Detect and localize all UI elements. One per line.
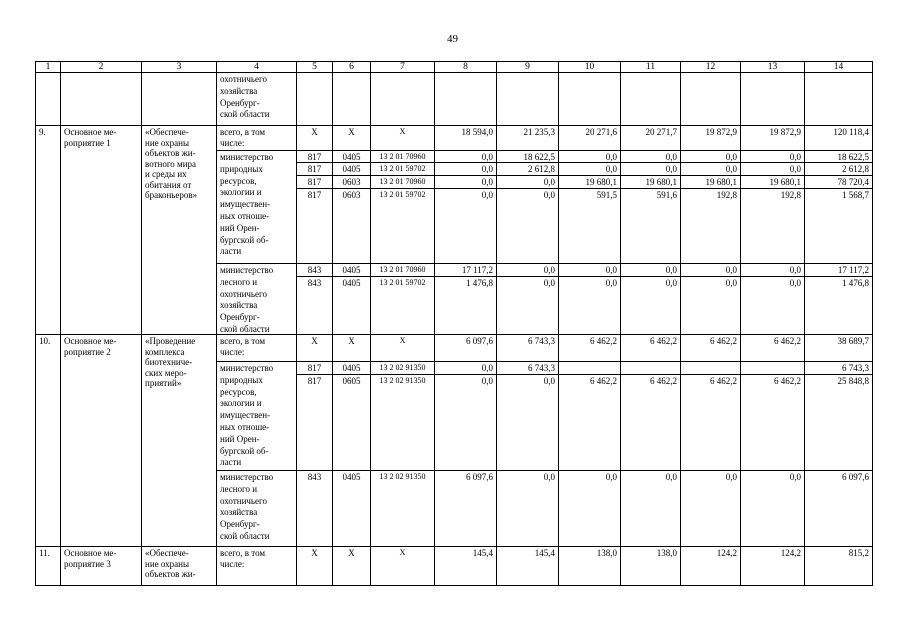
row9-line-a2-value-col13: 19 680,1 bbox=[740, 175, 805, 189]
row9-line-b0-section-code: 0405 bbox=[332, 263, 371, 277]
row9-line-a1-value-col13: 0,0 bbox=[740, 162, 805, 176]
row10-line-a0-section-code: 0405 bbox=[332, 361, 371, 375]
row10-line-b0-value-col8: 6 097,6 bbox=[434, 470, 497, 547]
continuation-empty-cell bbox=[740, 72, 805, 126]
row10-line-b0-value-col9: 0,0 bbox=[496, 470, 559, 547]
row9-line-a0-ministry-code: 817 bbox=[296, 150, 333, 163]
row10-line-a0-value-col10 bbox=[558, 361, 621, 375]
column-header-4: 4 bbox=[216, 61, 297, 73]
continuation-empty-cell bbox=[620, 72, 681, 126]
row9-line-a0-section-code: 0405 bbox=[332, 150, 371, 163]
row9-line-b1-value-col9: 0,0 bbox=[496, 276, 559, 335]
row9-line-a0-target-code: 13 2 01 70960 bbox=[370, 150, 435, 163]
row10-line-b0-ministry-code: 843 bbox=[296, 470, 333, 547]
row9-total-value-col13: 19 872,9 bbox=[740, 125, 805, 151]
row10-line-a0-value-col9: 6 743,3 bbox=[496, 361, 559, 375]
continuation-empty-cell bbox=[434, 72, 497, 126]
row10-line-b0-value-col12: 0,0 bbox=[680, 470, 741, 547]
row10-line-a1-value-col14: 25 848,8 bbox=[804, 374, 873, 471]
row11-total-label: всего, в том числе: bbox=[216, 546, 297, 586]
row10-line-a1-ministry-code: 817 bbox=[296, 374, 333, 471]
row10-line-b0-value-col14: 6 097,6 bbox=[804, 470, 873, 547]
row10-total-value-col8: 6 097,6 bbox=[434, 334, 497, 362]
row10-line-a1-value-col12: 6 462,2 bbox=[680, 374, 741, 471]
row10-total-value-col12: 6 462,2 bbox=[680, 334, 741, 362]
row9-line-a3-section-code: 0603 bbox=[332, 188, 371, 264]
row9-line-b0-target-code: 13 2 01 70960 bbox=[370, 263, 435, 277]
row10-total-section-code: Х bbox=[332, 334, 371, 362]
column-header-3: 3 bbox=[141, 61, 217, 73]
row9-line-b0-value-col9: 0,0 bbox=[496, 263, 559, 277]
row11-total-value-col8: 145,4 bbox=[434, 546, 497, 586]
row9-line-b1-value-col8: 1 476,8 bbox=[434, 276, 497, 335]
column-header-7: 7 bbox=[370, 61, 435, 73]
row11-total-value-col11: 138,0 bbox=[620, 546, 681, 586]
row9-line-a1-value-col12: 0,0 bbox=[680, 162, 741, 176]
row11-total-value-col9: 145,4 bbox=[496, 546, 559, 586]
row9-line-b0-value-col14: 17 117,2 bbox=[804, 263, 873, 277]
row9-line-a3-ministry-code: 817 bbox=[296, 188, 333, 264]
row10-line-b0-target-code: 13 2 02 91350 bbox=[370, 470, 435, 547]
row9-total-target-code: Х bbox=[370, 125, 435, 151]
row10-line-a1-value-col11: 6 462,2 bbox=[620, 374, 681, 471]
column-header-13: 13 bbox=[740, 61, 805, 73]
row9-line-a3-value-col14: 1 568,7 bbox=[804, 188, 873, 264]
row9-total-value-col9: 21 235,3 bbox=[496, 125, 559, 151]
row9-line-b1-ministry-code: 843 bbox=[296, 276, 333, 335]
row9-line-b1-section-code: 0405 bbox=[332, 276, 371, 335]
row10-line-a0-ministry-code: 817 bbox=[296, 361, 333, 375]
row9-line-a2-value-col12: 19 680,1 bbox=[680, 175, 741, 189]
column-header-2: 2 bbox=[60, 61, 142, 73]
row9-line-b1-value-col14: 1 476,8 bbox=[804, 276, 873, 335]
column-header-5: 5 bbox=[296, 61, 333, 73]
row9-line-a2-section-code: 0603 bbox=[332, 175, 371, 189]
row9-line-a1-value-col9: 2 612,8 bbox=[496, 162, 559, 176]
column-header-8: 8 bbox=[434, 61, 497, 73]
row9-line-a3-value-col8: 0,0 bbox=[434, 188, 497, 264]
row11-total-section-code: Х bbox=[332, 546, 371, 586]
row9-line-a2-value-col8: 0,0 bbox=[434, 175, 497, 189]
row9-line-a3-value-col9: 0,0 bbox=[496, 188, 559, 264]
row9-line-b0-value-col8: 17 117,2 bbox=[434, 263, 497, 277]
row10-line-a0-value-col12 bbox=[680, 361, 741, 375]
row9-line-a2-target-code: 13 2 01 70960 bbox=[370, 175, 435, 189]
row11-total-ministry-code: Х bbox=[296, 546, 333, 586]
column-header-14: 14 bbox=[804, 61, 873, 73]
row9-line-b1-target-code: 13 2 01 59702 bbox=[370, 276, 435, 335]
row10-total-ministry-code: Х bbox=[296, 334, 333, 362]
row10-total-value-col11: 6 462,2 bbox=[620, 334, 681, 362]
row11-total-target-code: Х bbox=[370, 546, 435, 586]
column-header-10: 10 bbox=[558, 61, 621, 73]
row10-line-a1-value-col13: 6 462,2 bbox=[740, 374, 805, 471]
row11-total-value-col14: 815,2 bbox=[804, 546, 873, 586]
row10-total-target-code: Х bbox=[370, 334, 435, 362]
row10-total-value-col10: 6 462,2 bbox=[558, 334, 621, 362]
column-header-12: 12 bbox=[680, 61, 741, 73]
continuation-executor-cell: охотничьего хозяйства Оренбург- ской области bbox=[216, 72, 297, 126]
row11-total-value-col13: 124,2 bbox=[740, 546, 805, 586]
row11-total-value-col12: 124,2 bbox=[680, 546, 741, 586]
row10-line-a1-value-col9: 0,0 bbox=[496, 374, 559, 471]
row9-line-a3-target-code: 13 2 01 59702 bbox=[370, 188, 435, 264]
row9-line-a1-ministry-code: 817 bbox=[296, 162, 333, 176]
row9-line-a1-value-col11: 0,0 bbox=[620, 162, 681, 176]
row9-line-a1-value-col14: 2 612,8 bbox=[804, 162, 873, 176]
row10-number: 10. bbox=[35, 334, 61, 547]
row9-line-a1-value-col10: 0,0 bbox=[558, 162, 621, 176]
row9-line-a3-value-col10: 591,5 bbox=[558, 188, 621, 264]
row10-total-label: всего, в том числе: bbox=[216, 334, 297, 362]
continuation-empty-cell bbox=[680, 72, 741, 126]
row9-line-b0-value-col11: 0,0 bbox=[620, 263, 681, 277]
continuation-empty-cell bbox=[60, 72, 142, 126]
row9-line-a0-value-col8: 0,0 bbox=[434, 150, 497, 163]
continuation-empty-cell bbox=[332, 72, 371, 126]
row9-line-b0-value-col13: 0,0 bbox=[740, 263, 805, 277]
column-header-1: 1 bbox=[35, 61, 61, 73]
row9-line-a0-value-col12: 0,0 bbox=[680, 150, 741, 163]
row10-total-value-col13: 6 462,2 bbox=[740, 334, 805, 362]
row9-line-a2-ministry-code: 817 bbox=[296, 175, 333, 189]
row9-line-a3-value-col13: 192,8 bbox=[740, 188, 805, 264]
continuation-empty-cell bbox=[804, 72, 873, 126]
row10-total-value-col14: 38 689,7 bbox=[804, 334, 873, 362]
row9-line-a1-target-code: 13 2 01 59702 bbox=[370, 162, 435, 176]
row11-total-value-col10: 138,0 bbox=[558, 546, 621, 586]
column-header-11: 11 bbox=[620, 61, 681, 73]
row9-line-a3-value-col11: 591,6 bbox=[620, 188, 681, 264]
row9-ministry-forestry: министерство лесного и охотничьего хозяйства Оренбург- ской области bbox=[216, 263, 297, 335]
row9-line-a1-section-code: 0405 bbox=[332, 162, 371, 176]
row9-total-value-col14: 120 118,4 bbox=[804, 125, 873, 151]
row9-line-b1-value-col12: 0,0 bbox=[680, 276, 741, 335]
row9-activity-description: «Обеспече- ние охраны объектов жи- вотного мира и среды их обитания от браконьеров» bbox=[141, 125, 217, 335]
row9-line-a0-value-col14: 18 622,5 bbox=[804, 150, 873, 163]
row10-ministry-nature: министерство природных ресурсов, экологии и имуществен- ных отноше- ний Орен- бургской об- ласти bbox=[216, 361, 297, 471]
column-header-6: 6 bbox=[332, 61, 371, 73]
row9-line-a2-value-col14: 78 720,4 bbox=[804, 175, 873, 189]
row9-line-a0-value-col9: 18 622,5 bbox=[496, 150, 559, 163]
row9-line-b0-value-col10: 0,0 bbox=[558, 263, 621, 277]
row9-line-a1-value-col8: 0,0 bbox=[434, 162, 497, 176]
row10-ministry-forestry: министерство лесного и охотничьего хозяйства Оренбург- ской области bbox=[216, 470, 297, 547]
row10-line-a0-value-col8: 0,0 bbox=[434, 361, 497, 375]
continuation-empty-cell bbox=[296, 72, 333, 126]
row10-activity-name: Основное ме- роприятие 2 bbox=[60, 334, 142, 547]
row10-line-b0-value-col10: 0,0 bbox=[558, 470, 621, 547]
continuation-empty-cell bbox=[141, 72, 217, 126]
row9-line-a0-value-col11: 0,0 bbox=[620, 150, 681, 163]
row10-line-a1-section-code: 0605 bbox=[332, 374, 371, 471]
row9-total-value-col11: 20 271,7 bbox=[620, 125, 681, 151]
row10-line-b0-value-col13: 0,0 bbox=[740, 470, 805, 547]
row9-number: 9. bbox=[35, 125, 61, 335]
continuation-empty-cell bbox=[496, 72, 559, 126]
row9-line-a2-value-col9: 0,0 bbox=[496, 175, 559, 189]
row11-number: 11. bbox=[35, 546, 61, 586]
continuation-empty-cell bbox=[370, 72, 435, 126]
row9-ministry-nature: министерство природных ресурсов, экологии и имуществен- ных отноше- ний Орен- бургской об- ласти bbox=[216, 150, 297, 264]
column-header-9: 9 bbox=[496, 61, 559, 73]
row10-line-a1-value-col10: 6 462,2 bbox=[558, 374, 621, 471]
row9-activity-name: Основное ме- роприятие 1 bbox=[60, 125, 142, 335]
row9-total-ministry-code: Х bbox=[296, 125, 333, 151]
row9-line-b0-value-col12: 0,0 bbox=[680, 263, 741, 277]
row9-total-label: всего, в том числе: bbox=[216, 125, 297, 151]
row9-line-a3-value-col12: 192,8 bbox=[680, 188, 741, 264]
row9-total-value-col10: 20 271,6 bbox=[558, 125, 621, 151]
row9-total-value-col12: 19 872,9 bbox=[680, 125, 741, 151]
row10-line-a0-value-col14: 6 743,3 bbox=[804, 361, 873, 375]
row9-line-a2-value-col11: 19 680,1 bbox=[620, 175, 681, 189]
row10-line-a0-value-col11 bbox=[620, 361, 681, 375]
row11-activity-name: Основное ме- роприятие 3 bbox=[60, 546, 142, 586]
row9-line-b1-value-col10: 0,0 bbox=[558, 276, 621, 335]
row10-line-a0-target-code: 13 2 02 91350 bbox=[370, 361, 435, 375]
row9-line-a0-value-col10: 0,0 bbox=[558, 150, 621, 163]
row9-line-a0-value-col13: 0,0 bbox=[740, 150, 805, 163]
continuation-empty-cell bbox=[558, 72, 621, 126]
row9-line-b1-value-col13: 0,0 bbox=[740, 276, 805, 335]
row9-line-a2-value-col10: 19 680,1 bbox=[558, 175, 621, 189]
row10-line-b0-section-code: 0405 bbox=[332, 470, 371, 547]
row9-line-b0-ministry-code: 843 bbox=[296, 263, 333, 277]
page-number: 49 bbox=[447, 33, 458, 45]
row9-line-b1-value-col11: 0,0 bbox=[620, 276, 681, 335]
row10-line-a0-value-col13 bbox=[740, 361, 805, 375]
row9-total-value-col8: 18 594,0 bbox=[434, 125, 497, 151]
row9-total-section-code: Х bbox=[332, 125, 371, 151]
row10-total-value-col9: 6 743,3 bbox=[496, 334, 559, 362]
row10-line-a1-target-code: 13 2 02 91350 bbox=[370, 374, 435, 471]
row10-activity-description: «Проведение комплекса биотехниче- ских меро- приятий» bbox=[141, 334, 217, 547]
row10-line-a1-value-col8: 0,0 bbox=[434, 374, 497, 471]
continuation-empty-cell bbox=[35, 72, 61, 126]
row11-activity-description: «Обеспече- ние охраны объектов жи- bbox=[141, 546, 217, 586]
row10-line-b0-value-col11: 0,0 bbox=[620, 470, 681, 547]
